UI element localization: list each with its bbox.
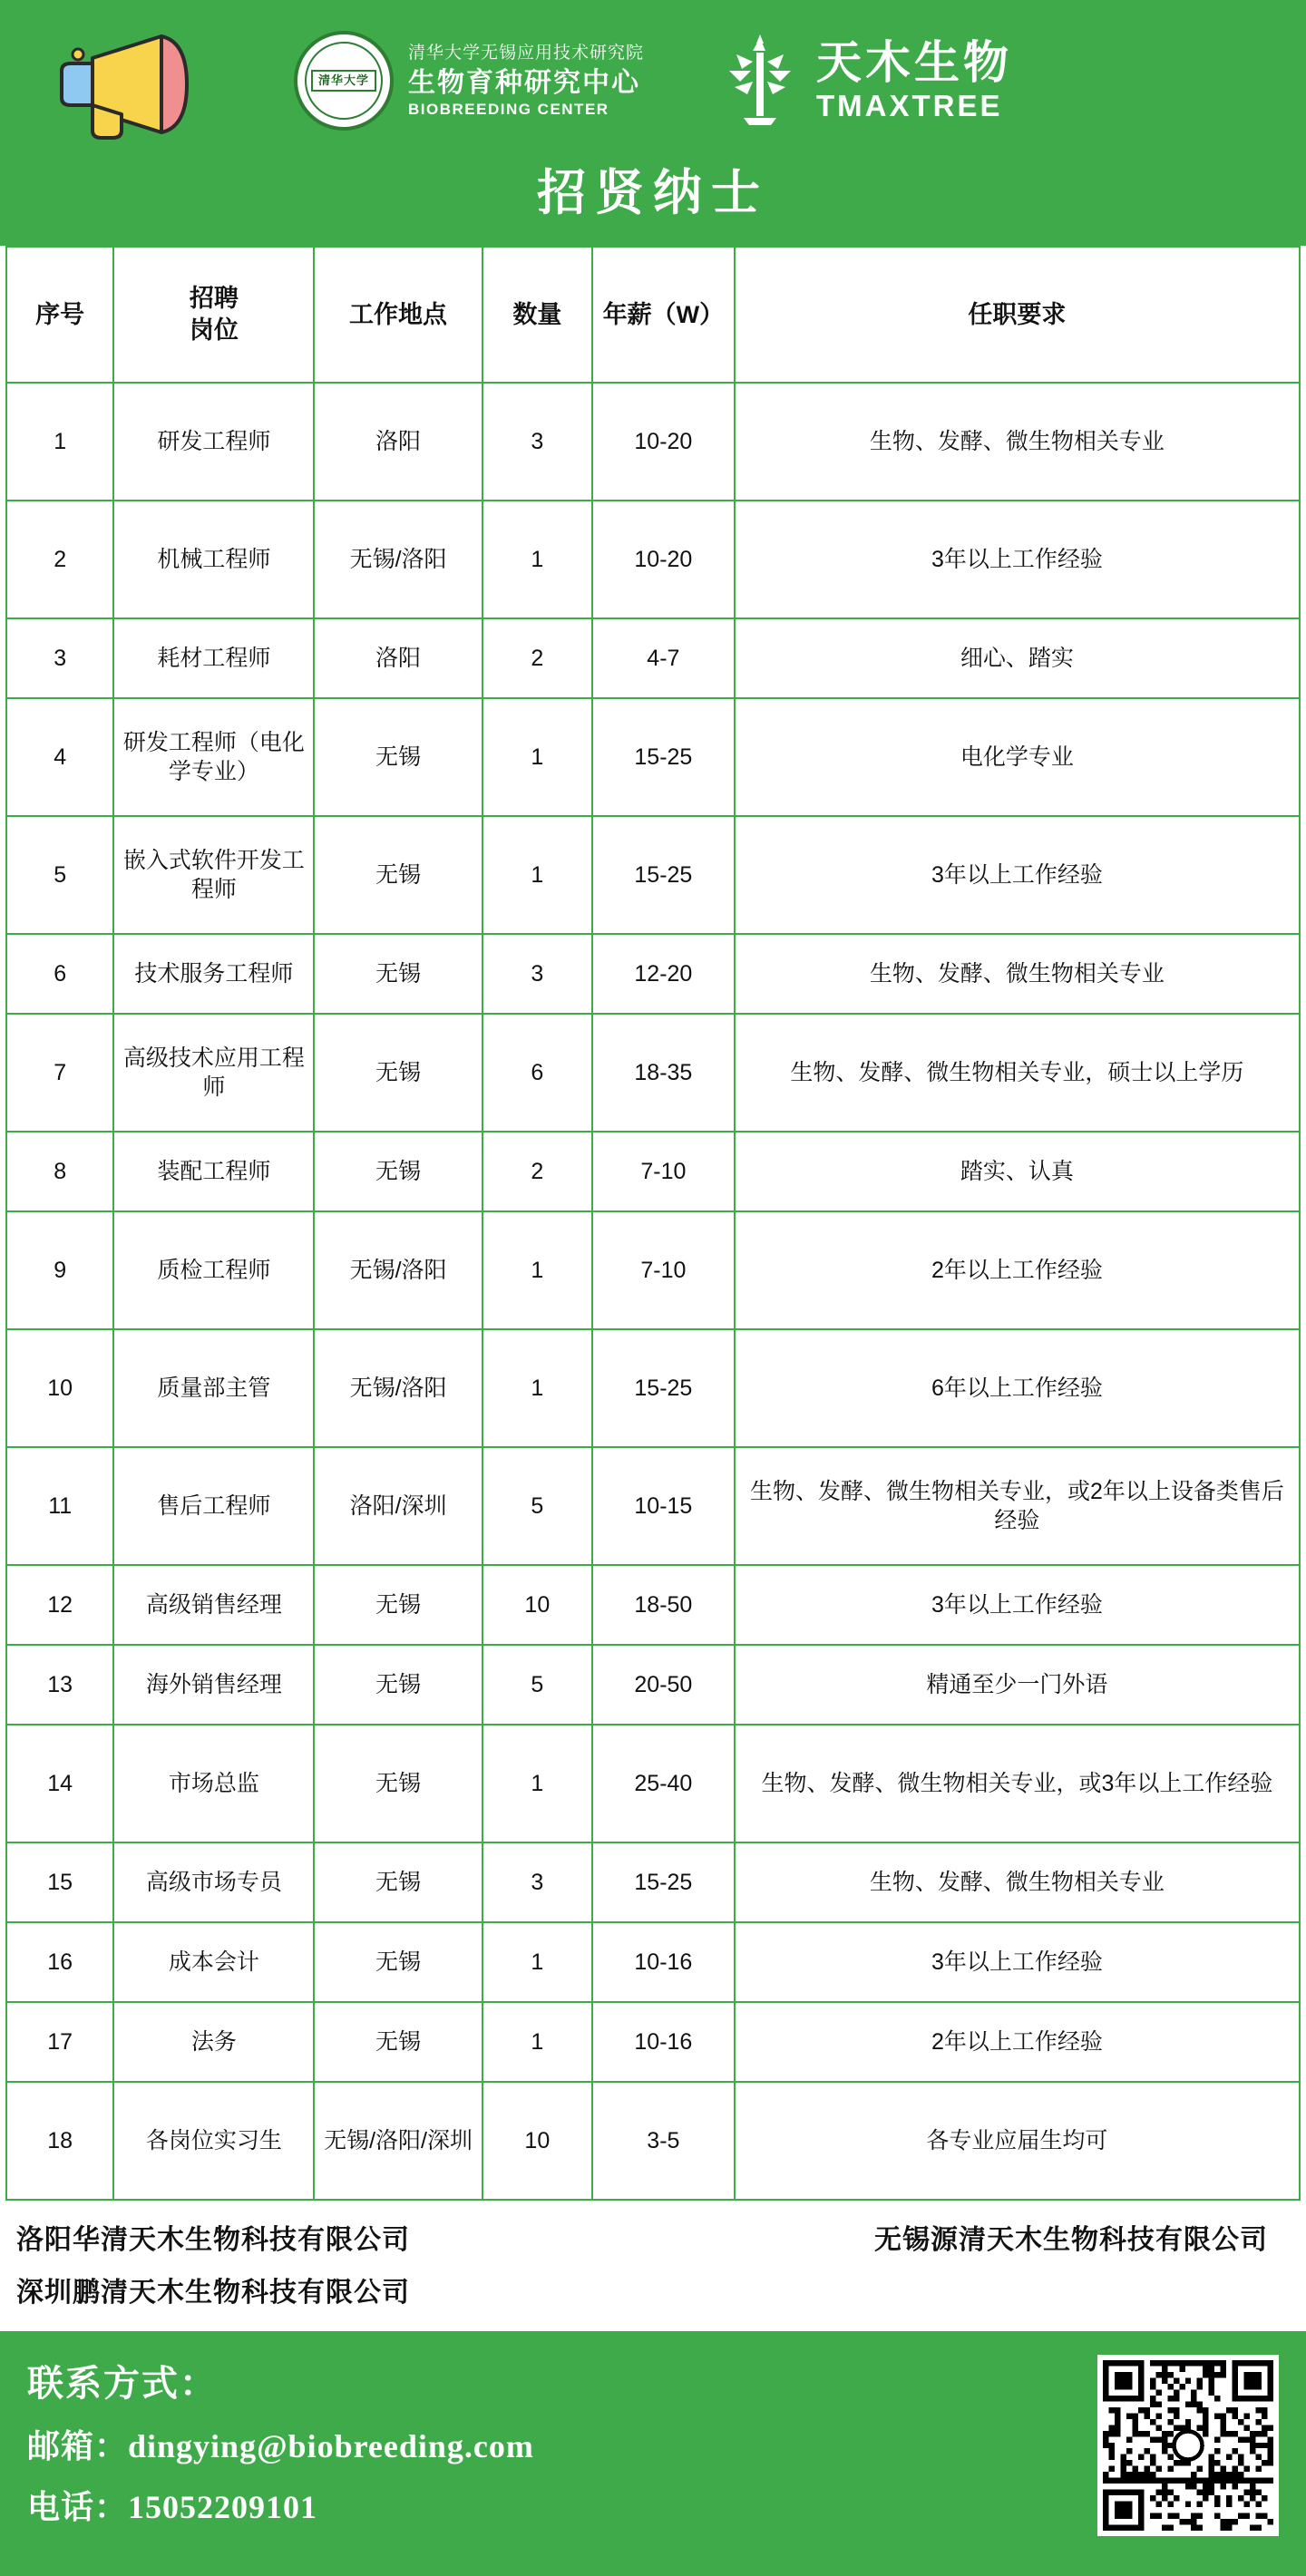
contact-block (27, 2355, 534, 2528)
page-title: 招贤纳士 (537, 166, 769, 220)
cell-index: 12 (6, 1565, 113, 1645)
university-seal-icon (294, 31, 394, 131)
cell-position: 研发工程师 (113, 383, 314, 501)
table-body (6, 383, 1300, 2200)
cell-requirement: 3年以上工作经验 (735, 816, 1300, 934)
cell-count: 2 (482, 618, 592, 698)
col-header-position (113, 247, 314, 383)
poster-header (0, 0, 1306, 246)
col-header-position-l2: 岗位 (189, 316, 239, 344)
cell-index: 7 (6, 1014, 113, 1132)
cell-location: 无锡 (314, 816, 482, 934)
cell-location: 无锡 (314, 1565, 482, 1645)
qr-code-icon (1097, 2355, 1279, 2536)
cell-salary: 10-20 (592, 383, 735, 501)
cell-position: 高级市场专员 (113, 1842, 314, 1922)
cell-salary: 15-25 (592, 1842, 735, 1922)
company-row (16, 2270, 1290, 2309)
contact-phone: 电话：15052209101 (27, 2489, 318, 2525)
cell-salary: 7-10 (592, 1132, 735, 1211)
cell-location: 无锡/洛阳 (314, 1211, 482, 1329)
cell-position: 各岗位实习生 (113, 2082, 314, 2200)
cell-requirement: 踏实、认真 (735, 1132, 1300, 1211)
cell-position: 海外销售经理 (113, 1645, 314, 1725)
cell-index: 15 (6, 1842, 113, 1922)
cell-location: 无锡 (314, 1645, 482, 1725)
cell-location: 无锡 (314, 1922, 482, 2002)
cell-requirement: 生物、发酵、微生物相关专业 (735, 934, 1300, 1014)
brand-text (816, 38, 1012, 122)
cell-location: 洛阳 (314, 383, 482, 501)
cell-index: 6 (6, 934, 113, 1014)
institute-line-2: 生物育种研究中心 (407, 67, 640, 98)
cell-salary: 20-50 (592, 1645, 735, 1725)
cell-salary: 25-40 (592, 1725, 735, 1842)
cell-position: 质检工程师 (113, 1211, 314, 1329)
cell-count: 1 (482, 501, 592, 618)
seal-label: 清华大学 (311, 70, 376, 92)
company-row (16, 2217, 1290, 2257)
cell-count: 1 (482, 1725, 592, 1842)
cell-index: 3 (6, 618, 113, 698)
cell-salary: 3-5 (592, 2082, 735, 2200)
cell-position: 装配工程师 (113, 1132, 314, 1211)
megaphone-icon (51, 24, 205, 141)
cell-count: 3 (482, 383, 592, 501)
cell-location: 无锡 (314, 1842, 482, 1922)
jobs-table (5, 246, 1301, 2201)
cell-position: 高级技术应用工程师 (113, 1014, 314, 1132)
cell-requirement: 生物、发酵、微生物相关专业，或2年以上设备类售后经验 (735, 1447, 1300, 1565)
table-row (6, 2082, 1300, 2200)
cell-index: 9 (6, 1211, 113, 1329)
cell-position: 法务 (113, 2002, 314, 2082)
cell-salary: 10-15 (592, 1447, 735, 1565)
cell-location: 无锡 (314, 1725, 482, 1842)
cell-requirement: 各专业应届生均可 (735, 2082, 1300, 2200)
cell-index: 5 (6, 816, 113, 934)
table-row (6, 816, 1300, 934)
cell-requirement: 2年以上工作经验 (735, 2002, 1300, 2082)
table-header-row (6, 247, 1300, 383)
brand-name-en: TMAXTREE (816, 89, 1003, 123)
cell-position: 机械工程师 (113, 501, 314, 618)
cell-index: 16 (6, 1922, 113, 2002)
cell-index: 1 (6, 383, 113, 501)
cell-index: 10 (6, 1329, 113, 1447)
cell-position: 耗材工程师 (113, 618, 314, 698)
table-row (6, 698, 1300, 816)
brand-name-cn: 天木生物 (816, 37, 1012, 89)
cell-location: 洛阳/深圳 (314, 1447, 482, 1565)
table-row (6, 1132, 1300, 1211)
col-header-count: 数量 (482, 247, 592, 383)
cell-location: 无锡 (314, 1014, 482, 1132)
cell-requirement: 细心、踏实 (735, 618, 1300, 698)
cell-salary: 15-25 (592, 698, 735, 816)
cell-count: 1 (482, 2002, 592, 2082)
table-row (6, 934, 1300, 1014)
cell-count: 5 (482, 1447, 592, 1565)
cell-position: 售后工程师 (113, 1447, 314, 1565)
table-row (6, 1014, 1300, 1132)
table-row (6, 1329, 1300, 1447)
cell-location: 无锡 (314, 2002, 482, 2082)
cell-requirement: 生物、发酵、微生物相关专业，或3年以上工作经验 (735, 1725, 1300, 1842)
table-row (6, 1725, 1300, 1842)
cell-index: 11 (6, 1447, 113, 1565)
header-branding (18, 13, 1288, 149)
cell-salary: 7-10 (592, 1211, 735, 1329)
institute-text (408, 43, 644, 120)
jobs-table-wrap (0, 246, 1306, 2201)
cell-location: 洛阳 (314, 618, 482, 698)
cell-position: 技术服务工程师 (113, 934, 314, 1014)
cell-requirement: 精通至少一门外语 (735, 1645, 1300, 1725)
cell-count: 1 (482, 1329, 592, 1447)
table-row (6, 1922, 1300, 2002)
cell-salary: 4-7 (592, 618, 735, 698)
cell-salary: 18-35 (592, 1014, 735, 1132)
contact-email: 邮箱：dingying@biobreeding.com (27, 2428, 534, 2464)
cell-requirement: 生物、发酵、微生物相关专业 (735, 383, 1300, 501)
cell-requirement: 生物、发酵、微生物相关专业，硕士以上学历 (735, 1014, 1300, 1132)
cell-count: 10 (482, 2082, 592, 2200)
col-header-location: 工作地点 (314, 247, 482, 383)
cell-location: 无锡/洛阳/深圳 (314, 2082, 482, 2200)
cell-count: 5 (482, 1645, 592, 1725)
cell-index: 2 (6, 501, 113, 618)
cell-requirement: 生物、发酵、微生物相关专业 (735, 1842, 1300, 1922)
table-row (6, 618, 1300, 698)
col-header-position-l1: 招聘 (189, 285, 239, 313)
cell-index: 8 (6, 1132, 113, 1211)
institute-logo (294, 31, 644, 131)
cell-count: 1 (482, 816, 592, 934)
col-header-index: 序号 (6, 247, 113, 383)
company-logo (716, 31, 1012, 131)
col-header-requirement: 任职要求 (735, 247, 1300, 383)
table-row (6, 2002, 1300, 2082)
cell-location: 无锡 (314, 1132, 482, 1211)
table-row (6, 1645, 1300, 1725)
cell-position: 质量部主管 (113, 1329, 314, 1447)
company-names (0, 2201, 1306, 2331)
cell-count: 3 (482, 934, 592, 1014)
cell-salary: 10-16 (592, 1922, 735, 2002)
cell-index: 4 (6, 698, 113, 816)
cell-salary: 10-20 (592, 501, 735, 618)
cell-count: 6 (482, 1014, 592, 1132)
table-row (6, 501, 1300, 618)
contact-title: 联系方式： (27, 2364, 218, 2404)
table-row (6, 383, 1300, 501)
cell-position: 市场总监 (113, 1725, 314, 1842)
cell-count: 3 (482, 1842, 592, 1922)
cell-salary: 12-20 (592, 934, 735, 1014)
col-header-salary: 年薪（W） (592, 247, 735, 383)
cell-salary: 15-25 (592, 816, 735, 934)
table-row (6, 1842, 1300, 1922)
cell-index: 17 (6, 2002, 113, 2082)
cell-index: 13 (6, 1645, 113, 1725)
cell-count: 2 (482, 1132, 592, 1211)
tree-logo-icon (716, 31, 804, 131)
cell-index: 18 (6, 2082, 113, 2200)
cell-location: 无锡/洛阳 (314, 1329, 482, 1447)
cell-requirement: 3年以上工作经验 (735, 1565, 1300, 1645)
cell-location: 无锡/洛阳 (314, 501, 482, 618)
seal-inner (305, 42, 383, 120)
cell-salary: 10-16 (592, 2002, 735, 2082)
company-name-blank (1268, 2270, 1290, 2309)
cell-position: 嵌入式软件开发工程师 (113, 816, 314, 934)
company-name-shenzhen: 深圳鹏清天木生物科技有限公司 (16, 2278, 410, 2308)
cell-location: 无锡 (314, 934, 482, 1014)
cell-location: 无锡 (314, 698, 482, 816)
cell-salary: 15-25 (592, 1329, 735, 1447)
company-name-wuxi: 无锡源清天木生物科技有限公司 (874, 2225, 1268, 2255)
cell-position: 研发工程师（电化学专业） (113, 698, 314, 816)
cell-count: 1 (482, 698, 592, 816)
table-row (6, 1211, 1300, 1329)
cell-count: 1 (482, 1922, 592, 2002)
table-row (6, 1565, 1300, 1645)
company-name-luoyang: 洛阳华清天木生物科技有限公司 (16, 2225, 410, 2255)
poster-footer (0, 2331, 1306, 2576)
cell-requirement: 3年以上工作经验 (735, 501, 1300, 618)
cell-position: 高级销售经理 (113, 1565, 314, 1645)
cell-requirement: 3年以上工作经验 (735, 1922, 1300, 2002)
table-row (6, 1447, 1300, 1565)
cell-index: 14 (6, 1725, 113, 1842)
cell-requirement: 电化学专业 (735, 698, 1300, 816)
cell-position: 成本会计 (113, 1922, 314, 2002)
cell-count: 1 (482, 1211, 592, 1329)
cell-requirement: 6年以上工作经验 (735, 1329, 1300, 1447)
table-head (6, 247, 1300, 383)
cell-salary: 18-50 (592, 1565, 735, 1645)
cell-requirement: 2年以上工作经验 (735, 1211, 1300, 1329)
institute-line-3: BIOBREEDING CENTER (407, 101, 609, 118)
institute-line-1: 清华大学无锡应用技术研究院 (407, 43, 644, 63)
cell-count: 10 (482, 1565, 592, 1645)
